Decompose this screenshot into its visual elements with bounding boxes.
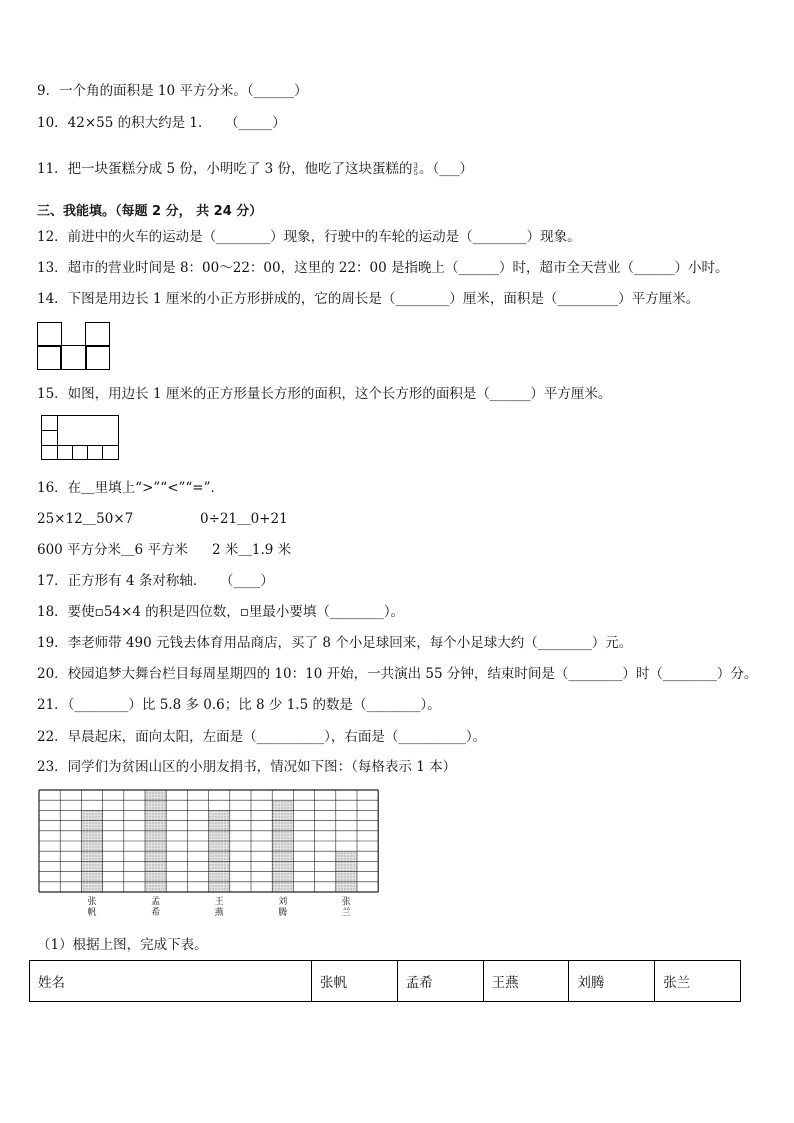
question-17: 17．正方形有 4 条对称轴． （____） [37, 573, 274, 589]
question-20: 20．校园追梦大舞台栏目每周星期四的 10：10 开始，一共演出 55 分钟，结束时间是（________）时（________）分。 [37, 666, 758, 682]
q15-unit-square [87, 445, 103, 460]
q15-unit-square [41, 430, 58, 446]
question-16: 16．在＿里填上“>”“<”“=”． [37, 480, 225, 496]
question-9: 9．一个角的面积是 10 平方分米。（______） [37, 83, 308, 99]
q15-unit-square [72, 445, 88, 460]
table-name-cell: 张兰 [655, 961, 741, 1002]
chart-label-char: 张 [341, 897, 351, 907]
question-11-text: 11．把一块蛋糕分成 5 份，小明吃了 3 份，他吃了这块蛋糕的 [37, 161, 413, 177]
chart-label-char: 燕 [214, 908, 224, 918]
chart-label-张兰 [336, 897, 356, 919]
chart-label-char: 帆 [87, 908, 97, 918]
q15-unit-square [41, 445, 58, 460]
fraction-three-fifths [414, 163, 418, 177]
question-12: 12．前进中的火车的运动是（________）现象，行驶中的车轮的运动是（________）现象。 [37, 229, 581, 245]
chart-label-张帆 [82, 897, 102, 919]
table-name-cell: 张帆 [312, 961, 398, 1002]
q15-unit-square [41, 415, 58, 431]
chart-label-char: 兰 [341, 908, 351, 918]
question-18: 18．要使▫54×4 的积是四位数，▫里最小要填（________）。 [37, 604, 405, 620]
q15-unit-square [57, 445, 73, 460]
question-22: 22．早晨起床，面向太阳，左面是（__________），右面是（__________）。 [37, 729, 487, 745]
chart-label-孟希 [146, 897, 166, 919]
table-name-cell: 王燕 [483, 961, 569, 1002]
question-15: 15．如图，用边长 1 厘米的正方形量长方形的面积，这个长方形的面积是（______）平方厘米。 [37, 386, 612, 402]
question-23-sub: （1）根据上图，完成下表。 [37, 937, 208, 953]
question-16-d: 2 米＿1.9 米 [212, 542, 292, 558]
question-10: 10．42×55 的积大约是 1． （_____） [37, 115, 286, 131]
question-11-blank: 。（___） [419, 161, 473, 177]
fraction-denominator: 5 [413, 168, 418, 177]
q14-square [85, 345, 110, 370]
q14-square [37, 322, 62, 347]
chart-label-char: 刘 [278, 897, 288, 907]
question-14: 14．下图是用边长 1 厘米的小正方形拼成的，它的周长是（________）厘米，面积是（_________）平方厘米。 [37, 291, 700, 307]
table-name-cell: 刘腾 [569, 961, 655, 1002]
chart-label-char: 腾 [278, 908, 288, 918]
chart-label-刘腾 [273, 897, 293, 919]
question-21: 21．（________）比 5.8 多 0.6；比 8 少 1.5 的数是（________）。 [37, 697, 441, 713]
table-row [30, 961, 741, 1002]
fraction-numerator: 3 [413, 161, 418, 170]
question-16-b: 0÷21＿0+21 [200, 511, 288, 527]
section-title: 三、我能填。（每题 2 分， 共 24 分） [37, 204, 263, 219]
donation-table [29, 960, 741, 1002]
question-16-c: 600 平方分米＿6 平方米 [37, 542, 188, 558]
bar-刘腾 [272, 800, 293, 892]
question-16-a: 25×12＿50×7 [37, 511, 134, 527]
chart-label-王燕 [209, 897, 229, 919]
q14-square [37, 345, 62, 370]
chart-label-char: 张 [87, 897, 97, 907]
q14-square [85, 322, 110, 347]
chart-label-char: 希 [151, 908, 161, 918]
table-name-cell: 孟希 [397, 961, 483, 1002]
question-13: 13．超市的营业时间是 8：00～22：00，这里的 22：00 是指晚上（______）时，超市全天营业（______）小时。 [37, 260, 729, 276]
chart-label-char: 王 [214, 897, 224, 907]
table-header-cell: 姓名 [30, 961, 312, 1002]
question-23: 23．同学们为贫困山区的小朋友捐书，情况如下图：（每格表示 1 本） [37, 759, 457, 775]
question-19: 19．李老师带 490 元钱去体育用品商店，买了 8 个小足球回来，每个小足球大约（________）元。 [37, 635, 633, 651]
q15-unit-square [102, 445, 119, 460]
q14-square [60, 345, 87, 370]
donation-bar-chart [38, 789, 380, 894]
chart-label-char: 孟 [151, 897, 161, 907]
question-11 [37, 160, 473, 178]
